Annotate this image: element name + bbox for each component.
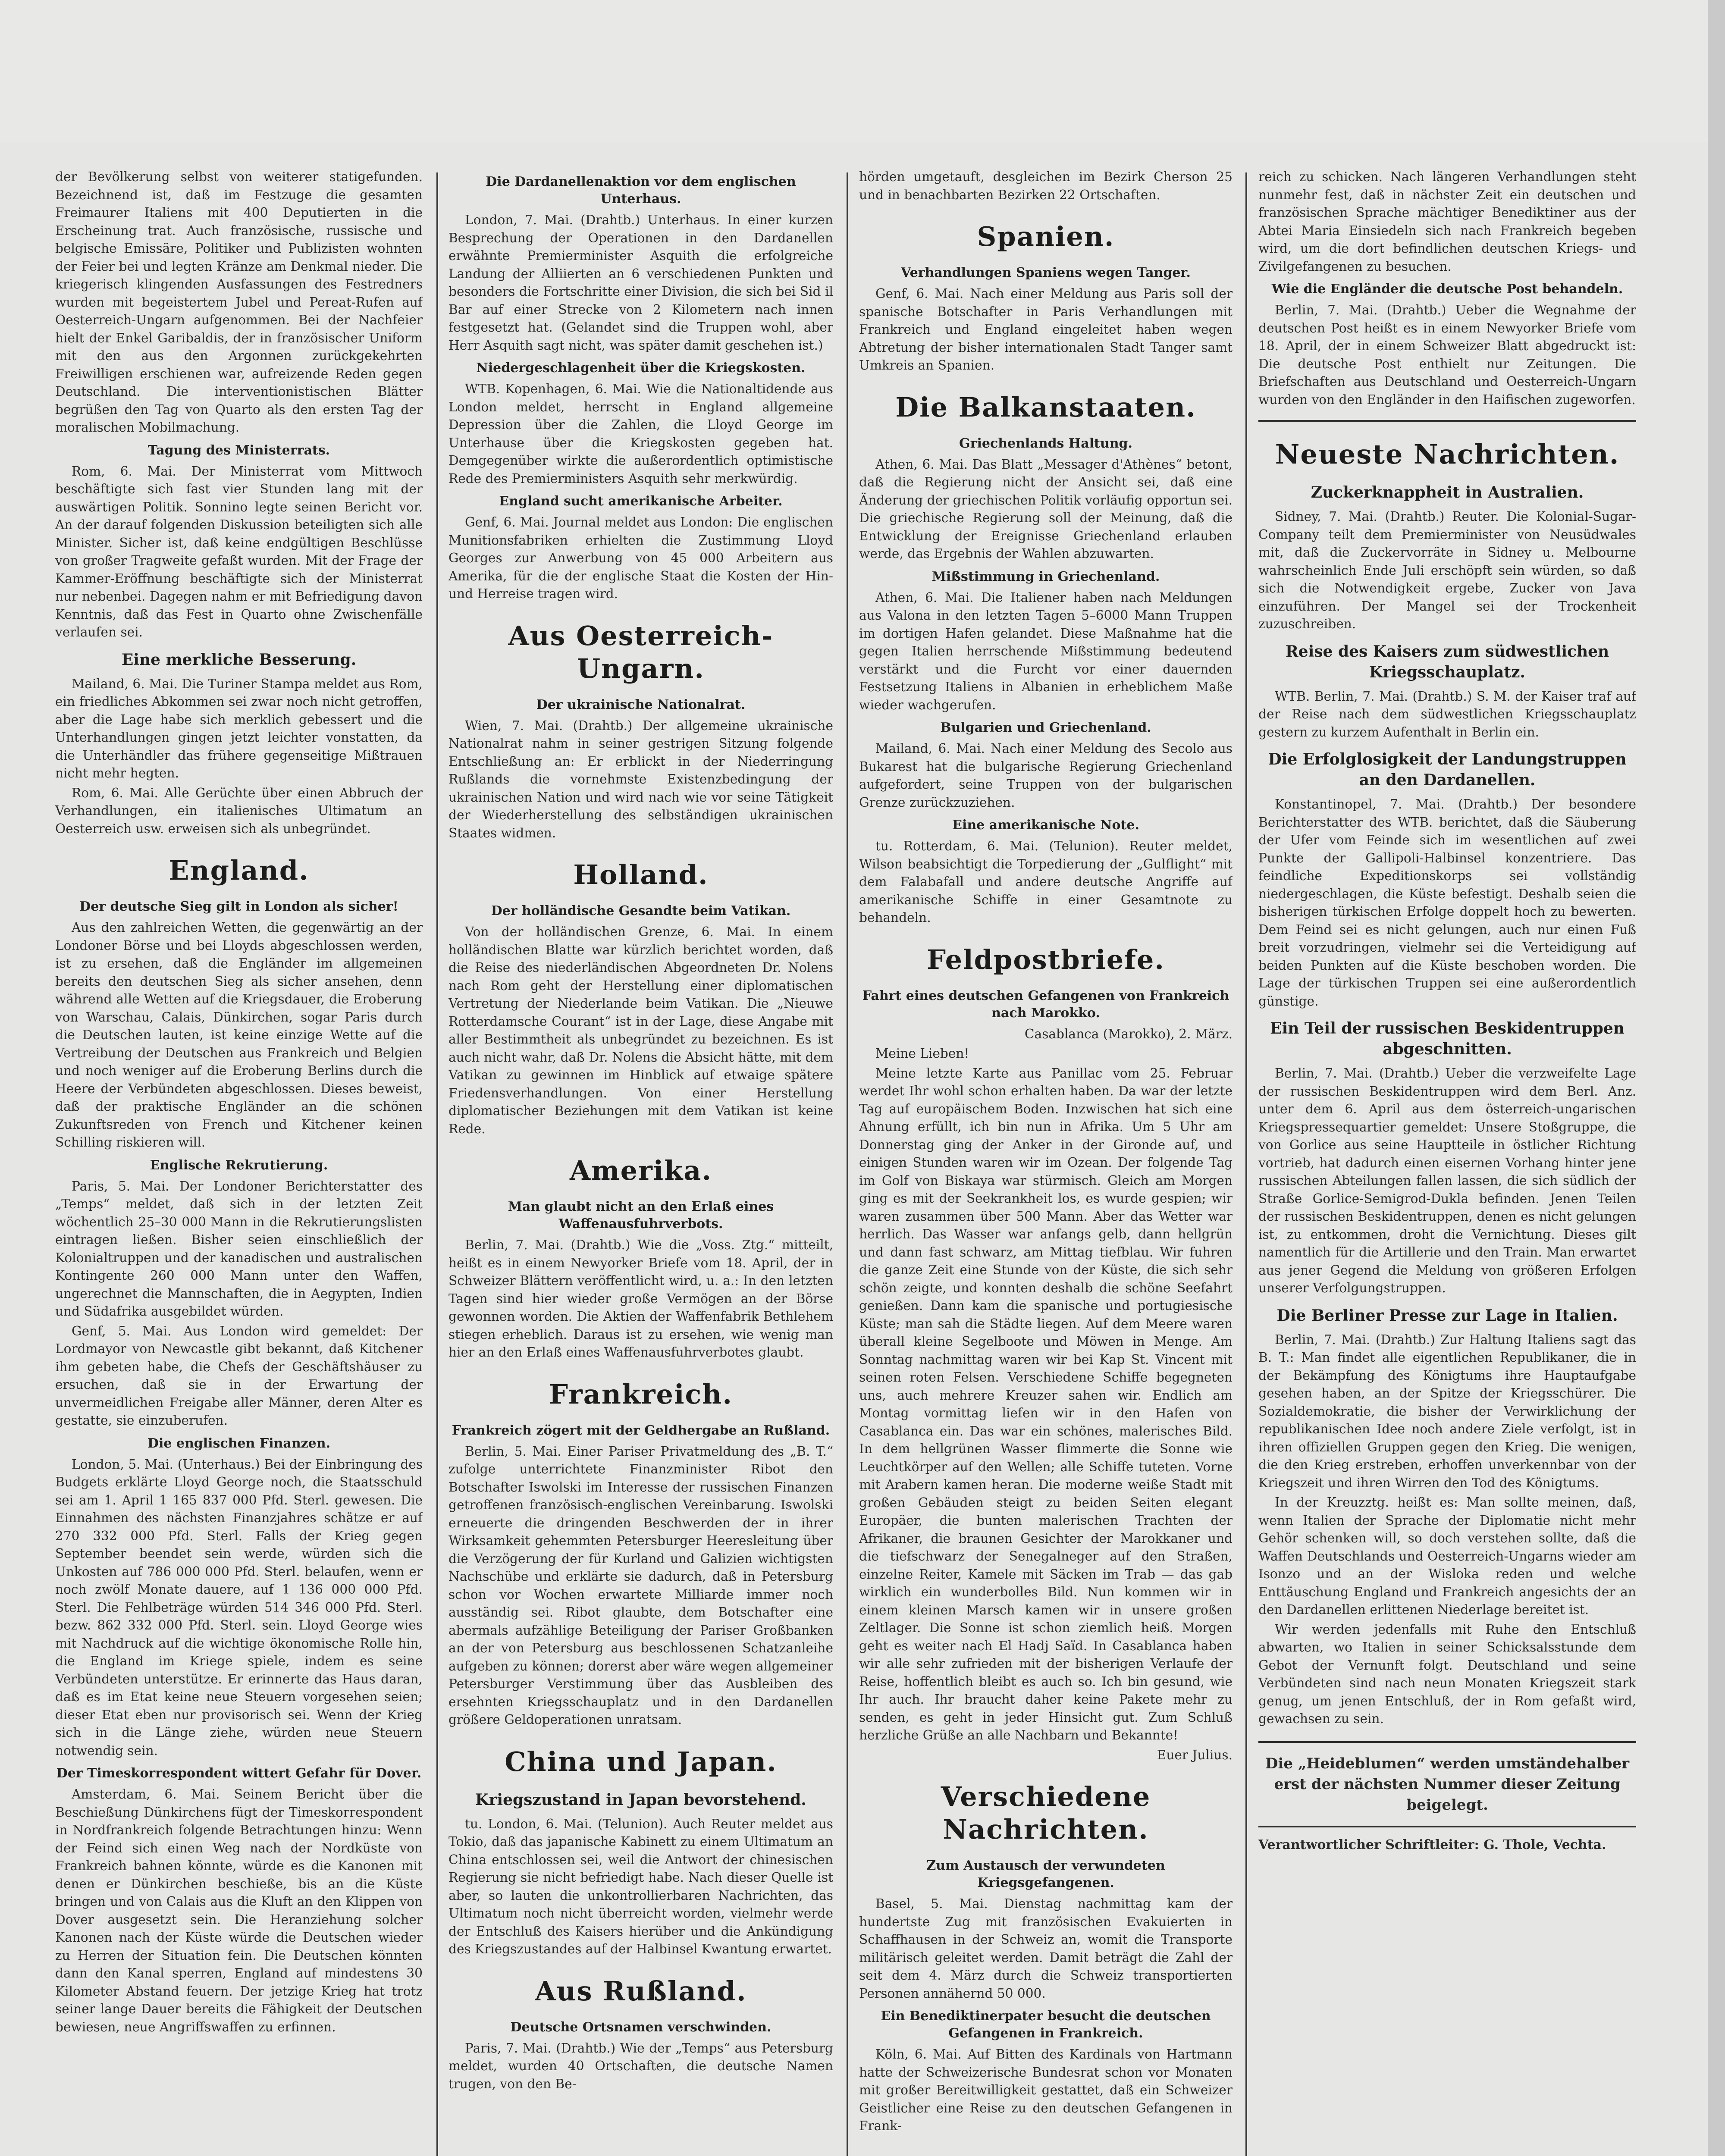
article-text: Athen, 6. Mai. Die Italiener haben nach Meldungen aus Valona in den letzten Tagen 5–6000 Mann Truppen im dortigen Hafen gelandet. Diese Maßnahme hat die gegen Italien herrschende Mißstimmung bedeutend verstärkt und die Furcht vor einer dauernden Festsetzung Italiens in Albanien in erheblichem Maße wieder wachgerufen. [859, 590, 1233, 712]
article-text: Rom, 6. Mai. Alle Gerüchte über einen Abbruch der Verhandlungen, ein italienisches Ultimatum an Oesterreich usw. erweisen sich als unbegründet. [55, 785, 423, 836]
section-subheading: Die Dardanellenaktion vor dem englischen Unterhaus. [486, 174, 796, 207]
article-text: Berlin, 7. Mai. (Drahtb.) Wie die „Voss. Ztg.“ mitteilt, heißt es in einem Newyorker Briefe vom 18. April, der in Schweizer Blättern veröffentlicht wird, u. a.: In den letzten Tagen sind hier wieder große Vermögen an der Börse gewonnen worden. Die Aktien der Waffenfabrik Bethlehem stiegen erheblich. Daraus ist zu ersehen, wie wenig man hier an den Erlaß eines Waffenausfuhrverbotes glaubt. [448, 1238, 833, 1360]
article-text: Sidney, 7. Mai. (Drahtb.) Reuter. Die Kolonial-Sugar-Company teilt dem Premierminister von Neusüdwales mit, daß die Zuckervorräte in Sidney u. Melbourne wahrscheinlich Ende Juli erschöpft sein würden, so daß sich die Notwendigkeit ergebe, Zucker von Java einzuführen. Der Mangel sei der Trockenheit zuzuschreiben. [1258, 509, 1636, 631]
editor-credit: Verantwortlicher Schriftleiter: G. Thole, Vechta. [1258, 1826, 1636, 1854]
section-divider [1258, 420, 1636, 422]
section-subheading: Englische Rekrutierung. [150, 1157, 328, 1173]
column-2 [448, 168, 833, 2156]
article-text: Köln, 6. Mai. Auf Bitten des Kardinals von Hartmann hatte der Schweizerische Bundesrat schon vor Monaten mit großer Bereitwilligkeit gestattet, daß ein Schweizer Geistlicher eine Reise zu den deutschen Gefangenen in Frank- [859, 2047, 1233, 2133]
article-text: Athen, 6. Mai. Das Blatt „Messager d'Athènes“ betont, daß die Regierung nicht der Ansicht sei, daß eine Änderung der griechischen Politik vorläufig opportun sei. Die griechische Regierung soll der Meinung, daß die Entwicklung der Ereignisse Griechenland erlauben werde, das Ergebnis der Wahlen abzuwarten. [859, 457, 1233, 561]
section-heading: China und Japan. [505, 1745, 777, 1777]
section-subheading: Zuckerknappheit in Australien. [1311, 483, 1584, 501]
column-4 [1258, 168, 1636, 2156]
section-heading: England. [169, 855, 309, 886]
letter-greeting: Meine Lieben! [875, 1046, 969, 1061]
page-edge [1708, 0, 1725, 2156]
section-subheading: Niedergeschlagenheit über die Kriegskosten. [476, 360, 806, 376]
article-text: London, 7. Mai. (Drahtb.) Unterhaus. In einer kurzen Besprechung der Operationen in den Dardanellen erwähnte Premierminister Asquith die erfolgreiche Landung der Alliierten an 6 verschiedenen Punkten und besonders die Fortschritte einer Division, die sich bei Sid il Bar auf einer Strecke von 2 Kilometern nach innen festgesetzt hat. (Gelandet sind die Truppen wohl, aber Herr Asquith sagt nicht, was später damit geschehen ist.) [448, 213, 833, 353]
notice-box: Die „Heideblumen“ werden umständehalber erst der nächsten Nummer dieser Zeitung beigelegt. [1258, 1741, 1636, 1815]
section-heading: Amerika. [569, 1155, 712, 1186]
column-3 [859, 168, 1233, 2156]
section-subheading: Deutsche Ortsnamen verschwinden. [510, 2019, 772, 2035]
article-text: tu. London, 6. Mai. (Telunion). Auch Reuter meldet aus Tokio, daß das japanische Kabinett zu einem Ultimatum an China entschlossen sei, weil die Antwort der chinesischen Regierung sie nicht befriedigt habe. Nach dieser Quelle ist aber, so lauten die unkontrollierbaren Nachrichten, das Ultimatum noch nicht überreicht worden, vielmehr werde der Entschluß des Kaisers hierüber und die Ankündigung des Kriegszustandes auf der Halbinsel Kwantung erwartet. [448, 1816, 833, 1956]
article-text: Von der holländischen Grenze, 6. Mai. In einem holländischen Blatte war kürzlich berichtet worden, daß die Reise des niederländischen Abgeordneten Dr. Nolens nach Rom geht der Herstellung einer diplomatischen Vertretung der Niederlande beim Vatikan. Die „Nieuwe Rotterdamsche Courant“ ist in der Lage, diese Angabe mit aller Bestimmtheit als unbegründet zu bezeichnen. Es ist auch nicht wahr, daß Dr. Nolens die Absicht hätte, mit dem Vatikan zu gewinnen im Hinblick auf etwaige spätere Friedensverhandlungen. Von einer Herstellung diplomatischer Beziehungen mit dem Vatikan ist keine Rede. [448, 924, 833, 1136]
article-text: WTB. Kopenhagen, 6. Mai. Wie die Nationaltidende aus London meldet, herrscht in England allgemeine Depression über die Zahlen, die Lloyd George im Unterhause über die Kriegskosten gegeben hat. Demgegenüber wirkte die außerordentlich optimistische Rede des Premierministers Asquith sehr merkwürdig. [448, 382, 833, 486]
article-text: Konstantinopel, 7. Mai. (Drahtb.) Der besondere Berichterstatter des WTB. berichtet, daß die Säuberung der Ufer vom Feinde sich im wesentlichen auf zwei Punkte der Gallipoli-Halbinsel konzentriere. Das feindliche Expeditionskorps sei vollständig niedergeschlagen, die Küste befestigt. Deshalb seien die bisherigen türkischen Erfolge doppelt hoch zu bewerten. Dem Feind sei es nicht gelungen, auch nur einen Fuß breit vorzudringen, vielmehr sei die Verteidigung auf beiden Punkten auf die Küste beschoben worden. Die Lage der türkischen Truppen sei eine außerordentlich günstige. [1258, 797, 1636, 1009]
section-subheading: Mißstimmung in Griechenland. [932, 569, 1160, 584]
section-heading: Neueste Nachrichten. [1275, 439, 1620, 470]
section-subheading: Die Erfolglosigkeit der Landungstruppen an den Dardanellen. [1268, 750, 1627, 789]
article-text: Berlin, 7. Mai. (Drahtb.) Ueber die Wegnahme der deutschen Post heißt es in einem Newyorker Briefe vom 18. April, der in einem Schweizer Blatt abgedruckt ist: Die deutsche Post enthielt nur Zeitungen. Die Briefschaften aus Deutschland und Oesterreich-Ungarn wurden von den Engländer in den Haifischen zugeworfen. [1258, 303, 1636, 407]
section-heading: Spanien. [977, 221, 1115, 252]
section-subheading: Reise des Kaisers zum südwestlichen Kriegsschauplatz. [1285, 642, 1609, 681]
article-text: Genf, 6. Mai. Journal meldet aus London: Die englischen Munitionsfabriken erhielten die Zustimmung Lloyd Georges zur Anwerbung von 45 000 Arbeitern aus Amerika, für die der englische Staat die Kosten der Hin- und Herreise tragen wird. [448, 515, 833, 601]
section-subheading: Verhandlungen Spaniens wegen Tanger. [901, 265, 1191, 280]
article-text: tu. Rotterdam, 6. Mai. (Telunion). Reuter meldet, Wilson beabsichtigt die Torpedierung der „Gulflight“ mit dem Falabafall und andere deutsche Angriffe auf amerikanische Schiffe in einer Gesamtnote zu behandeln. [859, 839, 1233, 925]
section-heading: Frankreich. [549, 1378, 733, 1410]
article-text: Berlin, 7. Mai. (Drahtb.) Ueber die verzweifelte Lage der russischen Beskidentruppen wird dem Berl. Anz. unter dem 6. April aus dem österreich-ungarischen Kriegspressequartier gemeldet: Unsere Stoßgruppe, die von Gorlice aus seine Hauptteile in östlicher Richtung vortrieb, hat dadurch einen eisernen Vorhang hinter jene russischen Abteilungen fallen lassen, die sich südlich der Straße Gorlice-Semigrod-Dukla befinden. Jenen Teilen der russischen Beskidentruppen, denen es nicht gelungen ist, zu entkommen, droht die Vernichtung. Dieses gilt namentlich für die Artillerie und den Train. Man erwartet aus jener Gegend die Meldung von größeren Erfolgen unserer Verfolgungstruppen. [1258, 1066, 1636, 1295]
article-text: Meine letzte Karte aus Panillac vom 25. Februar werdet Ihr wohl schon erhalten haben. Da war der letzte Tag auf europäischem Boden. Inzwischen hat sich eine Ahnung erfüllt, ich bin nun in Afrika. Um 5 Uhr am Donnerstag ging der Anker in der Gironde auf, und einigen Stunden waren wir im Ozean. Der folgende Tag im Golf von Biskaya war stürmisch. Gleich am Morgen ging es mit der Seekrankheit los, es wurde gespien; wir waren zusammen über 500 Mann. Aber das Wetter war herrlich. Das Wasser war anfangs gelb, dann hellgrün und dann fast schwarz, am Mittag tiefblau. Wir fuhren die ganze Zeit eine Stunde von der Küste, die sich sehr schön zeigte, und konnten deshalb die schöne Seefahrt genießen. Dann kam die spanische und portugiesische Küste; man sah die Städte liegen. Auf dem Meere waren überall kleine Segelboote und Möwen in Menge. Am Sonntag nachmittag waren wir bei Kap St. Vincent mit seinen roten Felsen. Verschiedene Schiffe begegneten uns, auch mehrere Kreuzer sahen wir. Endlich am Montag vormittag liefen wir in den Hafen von Casablanca ein. Das war ein schönes, malerisches Bild. In dem hellgrünen Wasser flimmerte die Sonne wie Leuchtkörper auf den Wellen; alle Schiffe tuteten. Vorne mit Arabern kamen heran. Die moderne weiße Stadt mit großen Gebäuden steigt zu beiden Seiten elegant Europäer, die bunten malerischen Trachten der Afrikaner, die braunen Gesichter der Marokkaner und die tiefschwarz der Senegalneger auf den Straßen, einzelne Reiter, Kamele mit Säcken im Trab — das gab wirklich ein wunderbolles Bild. Nun kommen wir in einem kleinen Marsch kamen wir in unsere großen Zeltlager. Die Sonne ist schon ziemlich heiß. Morgen geht es weiter nach El Hadj Saïd. In Casablanca haben wir alle sehr zufrieden mit der bisherigen Verlaufe der Reise, hoffentlich bleibt es auch so. Ich bin gesund, wie Ihr auch. Ihr braucht daher keine Pakete mehr zu senden, es geht in jeder Hinsicht gut. Zum Schluß herzliche Grüße an alle Nachbarn und Bekannte! [859, 1065, 1233, 1742]
article-text: hörden umgetauft, desgleichen im Bezirk Cherson 25 und in benachbarten Bezirken 22 Ortschaften. [859, 169, 1233, 202]
column-rule [847, 172, 848, 2156]
section-subheading: Bulgarien und Griechenland. [940, 720, 1151, 735]
column-1 [55, 168, 423, 2156]
section-heading: Verschiedene Nachrichten. [941, 1781, 1151, 1845]
section-subheading: Frankreich zögert mit der Geldhergabe an Rußland. [452, 1423, 830, 1438]
article-text: Amsterdam, 6. Mai. Seinem Bericht über die Beschießung Dünkirchens fügt der Timeskorrespondent in Nordfrankreich folgende Betrachtungen hinzu: Wenn der Feind sich einen Weg nach der Nordküste von Frankreich bahnen könnte, würde es die Kanonen mit denen er Dünkirchen beschieße, bis an die Küste bringen und von Calais aus die Kluft an den Klippen von Dover ausgesetzt sein. Die Heranziehung solcher Kanonen nach der Küste würde die Deutschen wieder zu Herren der Situation fein. Die Deutschen könnten dann den Kanal sperren, England auf mindestens 30 Kilometer Abstand feuern. Der jetzige Krieg hat trotz seiner lange Dauer bereits die Fähigkeit der Deutschen bewiesen, neue Angriffswaffen zu erfinnen. [55, 1787, 423, 2034]
article-text: Basel, 5. Mai. Dienstag nachmittag kam der hundertste Zug mit französischen Evakuierten in Schaffhausen in der Schweiz an, womit die Transporte militärisch geleitet werden. Damit beträgt die Zahl der seit dem 4. März durch die Schweiz transportierten Personen annähernd 50 000. [859, 1896, 1233, 2001]
section-subheading: Kriegszustand in Japan bevorstehend. [475, 1790, 806, 1809]
article-text: WTB. Berlin, 7. Mai. (Drahtb.) S. M. der Kaiser traf auf der Reise nach dem südwestlichen Kriegsschauplatz gestern zu kurzem Aufenthalt in Berlin ein. [1258, 689, 1636, 740]
article-text: Paris, 7. Mai. (Drahtb.) Wie der „Temps“ aus Petersburg meldet, wurden 40 Ortschaften, die deutsche Namen trugen, von den Be- [448, 2040, 833, 2091]
article-text: Wir werden jedenfalls mit Ruhe den Entschluß abwarten, wo Italien in seiner Schicksalsstunde dem Gebot der Vernunft folgt. Deutschland und seine Verbündeten sind nach neun Monaten Kriegszeit stark genug, um jenen Entschluß, der in Rom gefaßt wird, gewachsen zu sein. [1258, 1622, 1636, 1726]
section-subheading: Ein Teil der russischen Beskidentruppen abgeschnitten. [1270, 1019, 1625, 1058]
section-subheading: Tagung des Ministerrats. [147, 442, 330, 458]
section-heading: Holland. [573, 859, 709, 890]
section-heading: Die Balkanstaaten. [895, 391, 1196, 423]
section-heading: Feldpostbriefe. [927, 943, 1165, 975]
article-text: Rom, 6. Mai. Der Ministerrat vom Mittwoch beschäftigte sich fast vier Stunden lang mit der auswärtigen Politik. Sonnino legte seinen Bericht vor. An der darauf folgenden Diskussion beteiligten sich alle Minister. Sicher ist, daß keine endgültigen Beschlüsse von großer Tragweite gefaßt wurden. Mit der Frage der Kammer-Eröffnung beschäftigte sich der Ministerrat nur nebenbei. Dagegen nahm er mit Befriedigung davon Kenntnis, daß das Fest in Quarto ohne Zwischenfälle verlaufen sei. [55, 464, 423, 639]
article-text: reich zu schicken. Nach längeren Verhandlungen steht nunmehr fest, daß in nächster Zeit ein deutschen und französischen Sprache mächtiger Benediktiner aus der Abtei Maria Einsiedeln sich nach Frankreich begeben wird, um die dort befindlichen deutschen Kriegs- und Zivilgefangenen zu besuchen. [1258, 169, 1636, 274]
section-subheading: Zum Austausch der verwundeten Kriegsgefangenen. [926, 1858, 1165, 1890]
article-text: Paris, 5. Mai. Der Londoner Berichterstatter des „Temps“ meldet, daß sich in der letzten Zeit wöchentlich 25–30 000 Mann in die Rekrutierungslisten eintragen ließen. Bisher seien einschließlich der Kolonialtruppen und der kanadischen und australischen Kontingente 260 000 Mann unter den Waffen, ungerechnet die Mannschaften, die in Aegypten, Indien und Südafrika ausgebildet würden. [55, 1178, 423, 1319]
section-subheading: Der Timeskorrespondent wittert Gefahr für Dover. [56, 1766, 422, 1781]
article-text: der Bevölkerung selbst von weiterer statigefunden. Bezeichnend ist, daß im Festzuge die gesamten Freimaurer Italiens mit 400 Deputierten in die Erscheinung trat. Auch französische, russische und belgische Emissäre, Politiker und Publizisten wohnten der Feier bei und legten Kränze am Denkmal nieder. Die kriegerisch klingenden Ausfassungen des Festredners wurden mit begeistertem Jubel und Pereat-Rufen auf Oesterreich-Ungarn aufgenommen. Bei der Nachfeier hielt der Enkel Garibaldis, der in französischer Uniform mit den aus den Argonnen zurückgekehrten Freiwilligen erschienen war, aufreizende Reden gegen Deutschland. Die interventionistischen Blätter begrüßen den Tag von Quarto als den ersten Tag der moralischen Mobilmachung. [55, 169, 423, 435]
section-heading: Aus Rußland. [535, 1975, 747, 2007]
section-heading: Aus Oesterreich-Ungarn. [508, 620, 774, 684]
section-subheading: Die Berliner Presse zur Lage in Italien. [1276, 1306, 1618, 1325]
article-text: Genf, 6. Mai. Nach einer Meldung aus Paris soll der spanische Botschafter in Paris Verhandlungen mit Frankreich und England eingeleitet haben wegen Abtretung der bisher internationalen Stadt Tanger samt Umkreis an Spanien. [859, 286, 1233, 373]
article-text: Aus den zahlreichen Wetten, die gegenwärtig an der Londoner Börse und bei Lloyds abgeschlossen werden, ist zu ersehen, daß die Engländer im allgemeinen bereits den deutschen Sieg als sicher ansehen, denn während alle Wetten auf die Kriegsdauer, die Eroberung von Warschau, Calais, Dünkirchen, sogar Paris durch die Deutschen lauten, ist keine einzige Wette auf die Vertreibung der Deutschen aus Frankreich und Belgien und noch weniger auf die Eroberung Berlins durch die Heere der Verbündeten abgeschlossen. Dieses beweist, daß der praktische Engländer an die schönen Zukunftsreden von French und Kitchener keinen Schilling riskieren will. [55, 920, 423, 1150]
article-text: Genf, 5. Mai. Aus London wird gemeldet: Der Lordmayor von Newcastle gibt bekannt, daß Kitchener ihm gebeten habe, die Chefs der Geschäftshäuser zu ersuchen, daß sie in der Erwartung der unvermeidlichen Freigabe aller Männer, deren Alter es gestatte, sie einzuberufen. [55, 1323, 423, 1428]
article-text: Berlin, 7. Mai. (Drahtb.) Zur Haltung Italiens sagt das B. T.: Man findet alle eigentlichen Republikaner, die in der Bekämpfung des Königtums ihre Hauptaufgabe gesehen haben, an der Spitze der Kriegsschürer. Die Sozialdemokratie, die bisher der Verwirklichung der republikanischen Idee noch andere Ziele verfolgt, ist in ihren offiziellen Gruppen gegen den Krieg. Die wenigen, die den Krieg erstreben, erhoffen unverkennbar von der Kriegszeit und ihren Wirren den Tod des Königtums. [1258, 1332, 1636, 1490]
section-subheading: Man glaubt nicht an den Erlaß eines Waffenausfuhrverbots. [508, 1199, 774, 1232]
column-rule [436, 172, 438, 2156]
section-subheading: England sucht amerikanische Arbeiter. [499, 494, 783, 509]
top-margin [0, 0, 1725, 142]
section-subheading: Fahrt eines deutschen Gefangenen von Frankreich nach Marokko. [862, 988, 1229, 1021]
letter-dateline: Casablanca (Marokko), 2. März. [1024, 1026, 1233, 1041]
article-text: Mailand, 6. Mai. Die Turiner Stampa meldet aus Rom, ein friedliches Abkommen sei zwar noch nicht getroffen, aber die Lage habe sich merklich gebessert und die Unterhandlungen gingen jetzt leichter vonstatten, da die Unterhändler das frühere gegenseitige Mißtrauen nicht mehr hegten. [55, 676, 423, 780]
section-subheading: Eine merkliche Besserung. [121, 650, 357, 669]
section-subheading: Griechenlands Haltung. [959, 436, 1132, 451]
section-subheading: Der ukrainische Nationalrat. [536, 697, 746, 712]
section-subheading: Der deutsche Sieg gilt in London als sicher! [79, 899, 398, 914]
section-subheading: Ein Benediktinerpater besucht die deutschen Gefangenen in Frankreich. [881, 2009, 1211, 2041]
article-text: Berlin, 5. Mai. Einer Pariser Privatmeldung des „B. T.“ zufolge unterrichtete Finanzminister Ribot den Botschafter Iswolski im Interesse der russischen Finanzen getroffenen französisch-englischen Vereinbarung. Iswolski erneuerte die dringenden Beschwerden der in ihrer Wirksamkeit gehemmten Petersburger Heeresleitung über die Verzögerung der für Kurland und Galizien wichtigsten Nachschübe und erklärte sie dadurch, daß in Petersburg schon vor Wochen erwartete Milliarde immer noch ausständig sei. Ribot glaubte, dem Botschafter eine abermals aufzählige Beteiligung der Pariser Großbanken an der von Petersburg aus beschlossenen Schatzanleihe aufgeben zu können; dorerst aber wäre wegen allgemeiner Petersburger Verstimmung über das Ausbleiben des ersehnten Kriegsschauplatz und in den Dardanellen größere Geldoperationen unratsam. [448, 1444, 833, 1727]
section-subheading: Der holländische Gesandte beim Vatikan. [491, 903, 791, 918]
column-rule [1245, 172, 1247, 2156]
article-text: In der Kreuzztg. heißt es: Man sollte meinen, daß, wenn Italien der Sprache der Diplomatie nicht mehr Gehör schenken will, so doch verstehen sollte, daß die Waffen Deutschlands und Oesterreich-Ungarns wieder am Isonzo und an der Wisloka reden und welche Enttäuschung England und Frankreich angesichts der an den Dardanellen erlittenen Niederlage bereitet ist. [1258, 1495, 1636, 1617]
section-subheading: Die englischen Finanzen. [147, 1435, 331, 1451]
article-text: London, 5. Mai. (Unterhaus.) Bei der Einbringung des Budgets erklärte Lloyd George noch, die Staatsschuld sei am 1. April 1 165 837 000 Pfd. Sterl. gewesen. Die Einnahmen des nächsten Finanzjahres schätze er auf 270 332 000 Pfd. Sterl. Falls der Krieg gegen September beendet sein werde, würden sich die Unkosten auf 786 000 000 Pfd. Sterl. belaufen, wenn er noch zwölf Monate dauere, auf 1 136 000 000 Pfd. Sterl. Die Fehlbeträge würden 514 346 000 Pfd. Sterl. bezw. 862 332 000 Pfd. Sterl. sein. Lloyd George wies mit Nachdruck auf die wichtige ökonomische Rolle hin, die England im Kriege spiele, indem es seine Verbündeten unterstütze. Er erinnerte das Haus daran, daß es im Etat keine neue Steuern vorgesehen seien; dieser Etat eben nur provisorisch sei. Wenn der Krieg sich in die Länge ziehe, würden neue Steuern notwendig sein. [55, 1457, 423, 1758]
letter-signature: Euer Julius. [1157, 1747, 1233, 1762]
section-subheading: Wie die Engländer die deutsche Post behandeln. [1271, 282, 1623, 297]
article-text: Mailand, 6. Mai. Nach einer Meldung des Secolo aus Bukarest hat die bulgarische Regierung Griechenland aufgefordert, seine Truppen von der bulgarischen Grenze zurückzuziehen. [859, 741, 1233, 810]
article-text: Wien, 7. Mai. (Drahtb.) Der allgemeine ukrainische Nationalrat nahm in seiner gestrigen Sitzung folgende Entschließung an: Er erblickt in der Niederringung Rußlands die vornehmste Existenzbedingung der ukrainischen Nation und wird nach wie vor seine Tätigkeit der Wiederherstellung des selbständigen ukrainischen Staates widmen. [448, 718, 833, 840]
section-subheading: Eine amerikanische Note. [952, 818, 1139, 833]
